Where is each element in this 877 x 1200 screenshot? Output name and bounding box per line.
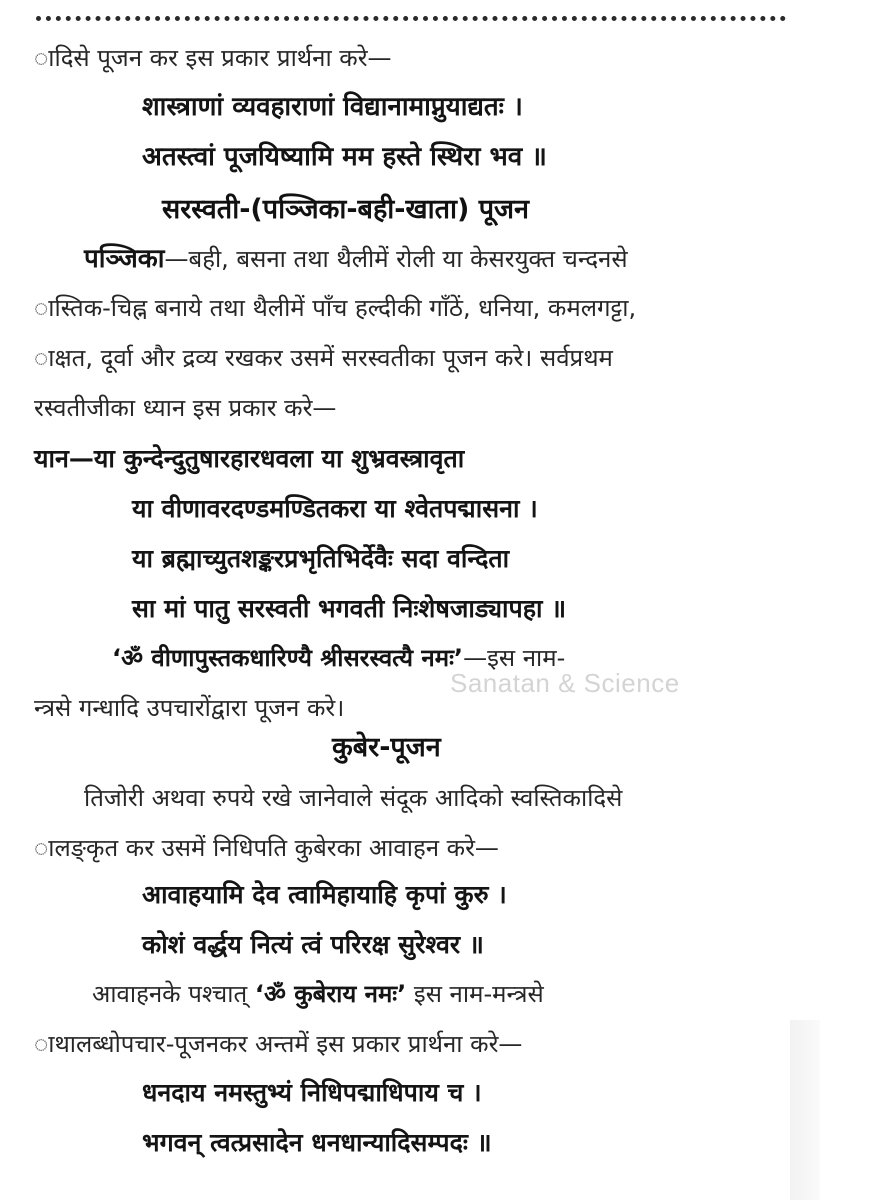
dhyana-line-2: या वीणावरदण्डमण्डितकरा या श्वेतपद्मासना ।: [132, 494, 538, 523]
text-line-intro: ादिसे पूजन कर इस प्रकार प्रार्थना करे—: [34, 44, 392, 72]
avahana-text-1: आवाहनके पश्चात्: [92, 980, 248, 1008]
mantra-continuation: न्त्रसे गन्धादि उपचारोंद्वारा पूजन करे।: [34, 694, 345, 722]
page-edge-shadow: [790, 1020, 820, 1200]
shloka-line-2: अतस्त्वां पूजयिष्यामि मम हस्ते स्थिरा भव ॥: [142, 142, 547, 172]
dhyana-line-1: यान—या कुन्देन्दुतुषारहारधवला या शुभ्रवस्त्रावृता: [34, 444, 465, 473]
panjika-label: पञ्जिका: [84, 244, 165, 274]
shloka-line-1: शास्त्राणां व्यवहाराणां विद्यानामाप्नुयाद्यतः ।: [142, 92, 523, 122]
paragraph-panjika-line-2: ास्तिक-चिह्न बनाये तथा थैलीमें पाँच हल्दीकी गाँठें, धनिया, कमलगट्टा,: [34, 294, 637, 322]
watermark-text: Sanatan & Science: [450, 668, 680, 698]
saraswati-mantra: ‘ॐ वीणापुस्तकधारिण्यै श्रीसरस्वत्यै नमः’: [112, 644, 464, 672]
panjika-text: —बही, बसना तथा थैलीमें रोली या केसरयुक्त चन्दनसे: [164, 245, 628, 273]
paragraph-avahana-line-2: ाथालब्धोपचार-पूजनकर अन्तमें इस प्रकार प्रार्थना करे—: [34, 1030, 523, 1058]
mantra-trailing-text: —इस नाम-: [463, 644, 566, 672]
paragraph-panjika-line-4: रस्वतीजीका ध्यान इस प्रकार करे—: [34, 394, 337, 422]
prayer-shloka-line-2: भगवन् त्वत्प्रसादेन धनधान्यादिसम्पदः ॥: [142, 1128, 492, 1157]
kubera-shloka-line-1: आवाहयामि देव त्वामिहायाहि कृपां कुरु ।: [142, 880, 507, 909]
kubera-mantra: ‘ॐ कुबेराय नमः’: [254, 980, 407, 1008]
section-heading-saraswati: सरस्वती-(पञ्जिका-बही-खाता) पूजन: [162, 194, 530, 225]
prayer-shloka-line-1: धनदाय नमस्तुभ्यं निधिपद्माधिपाय च ।: [142, 1078, 482, 1107]
paragraph-panjika-line-3: ाक्षत, दूर्वा और द्रव्य रखकर उसमें सरस्वतीका पूजन करे। सर्वप्रथम: [34, 344, 613, 372]
kubera-shloka-line-2: कोशं वर्द्धय नित्यं त्वं परिरक्ष सुरेश्वर ॥: [142, 930, 484, 959]
section-heading-kubera: कुबेर-पूजन: [332, 732, 441, 763]
dhyana-line-3: या ब्रह्माच्युतशङ्करप्रभृतिभिर्देवैः सदा वन्दिता: [132, 544, 510, 573]
top-dotted-rule: [36, 16, 786, 21]
dhyana-line-4: सा मां पातु सरस्वती भगवती निःशेषजाड्यापहा ॥: [132, 594, 567, 623]
avahana-text-2: इस नाम-मन्त्रसे: [413, 980, 544, 1008]
paragraph-panjika-line-1: [84, 244, 628, 275]
paragraph-avahana-line-1: [92, 980, 544, 1009]
paragraph-kubera-line-1: तिजोरी अथवा रुपये रखे जानेवाले संदूक आदिको स्वस्तिकादिसे: [84, 784, 623, 812]
paragraph-kubera-line-2: ालङ्कृत कर उसमें निधिपति कुबेरका आवाहन करे—: [34, 834, 499, 862]
